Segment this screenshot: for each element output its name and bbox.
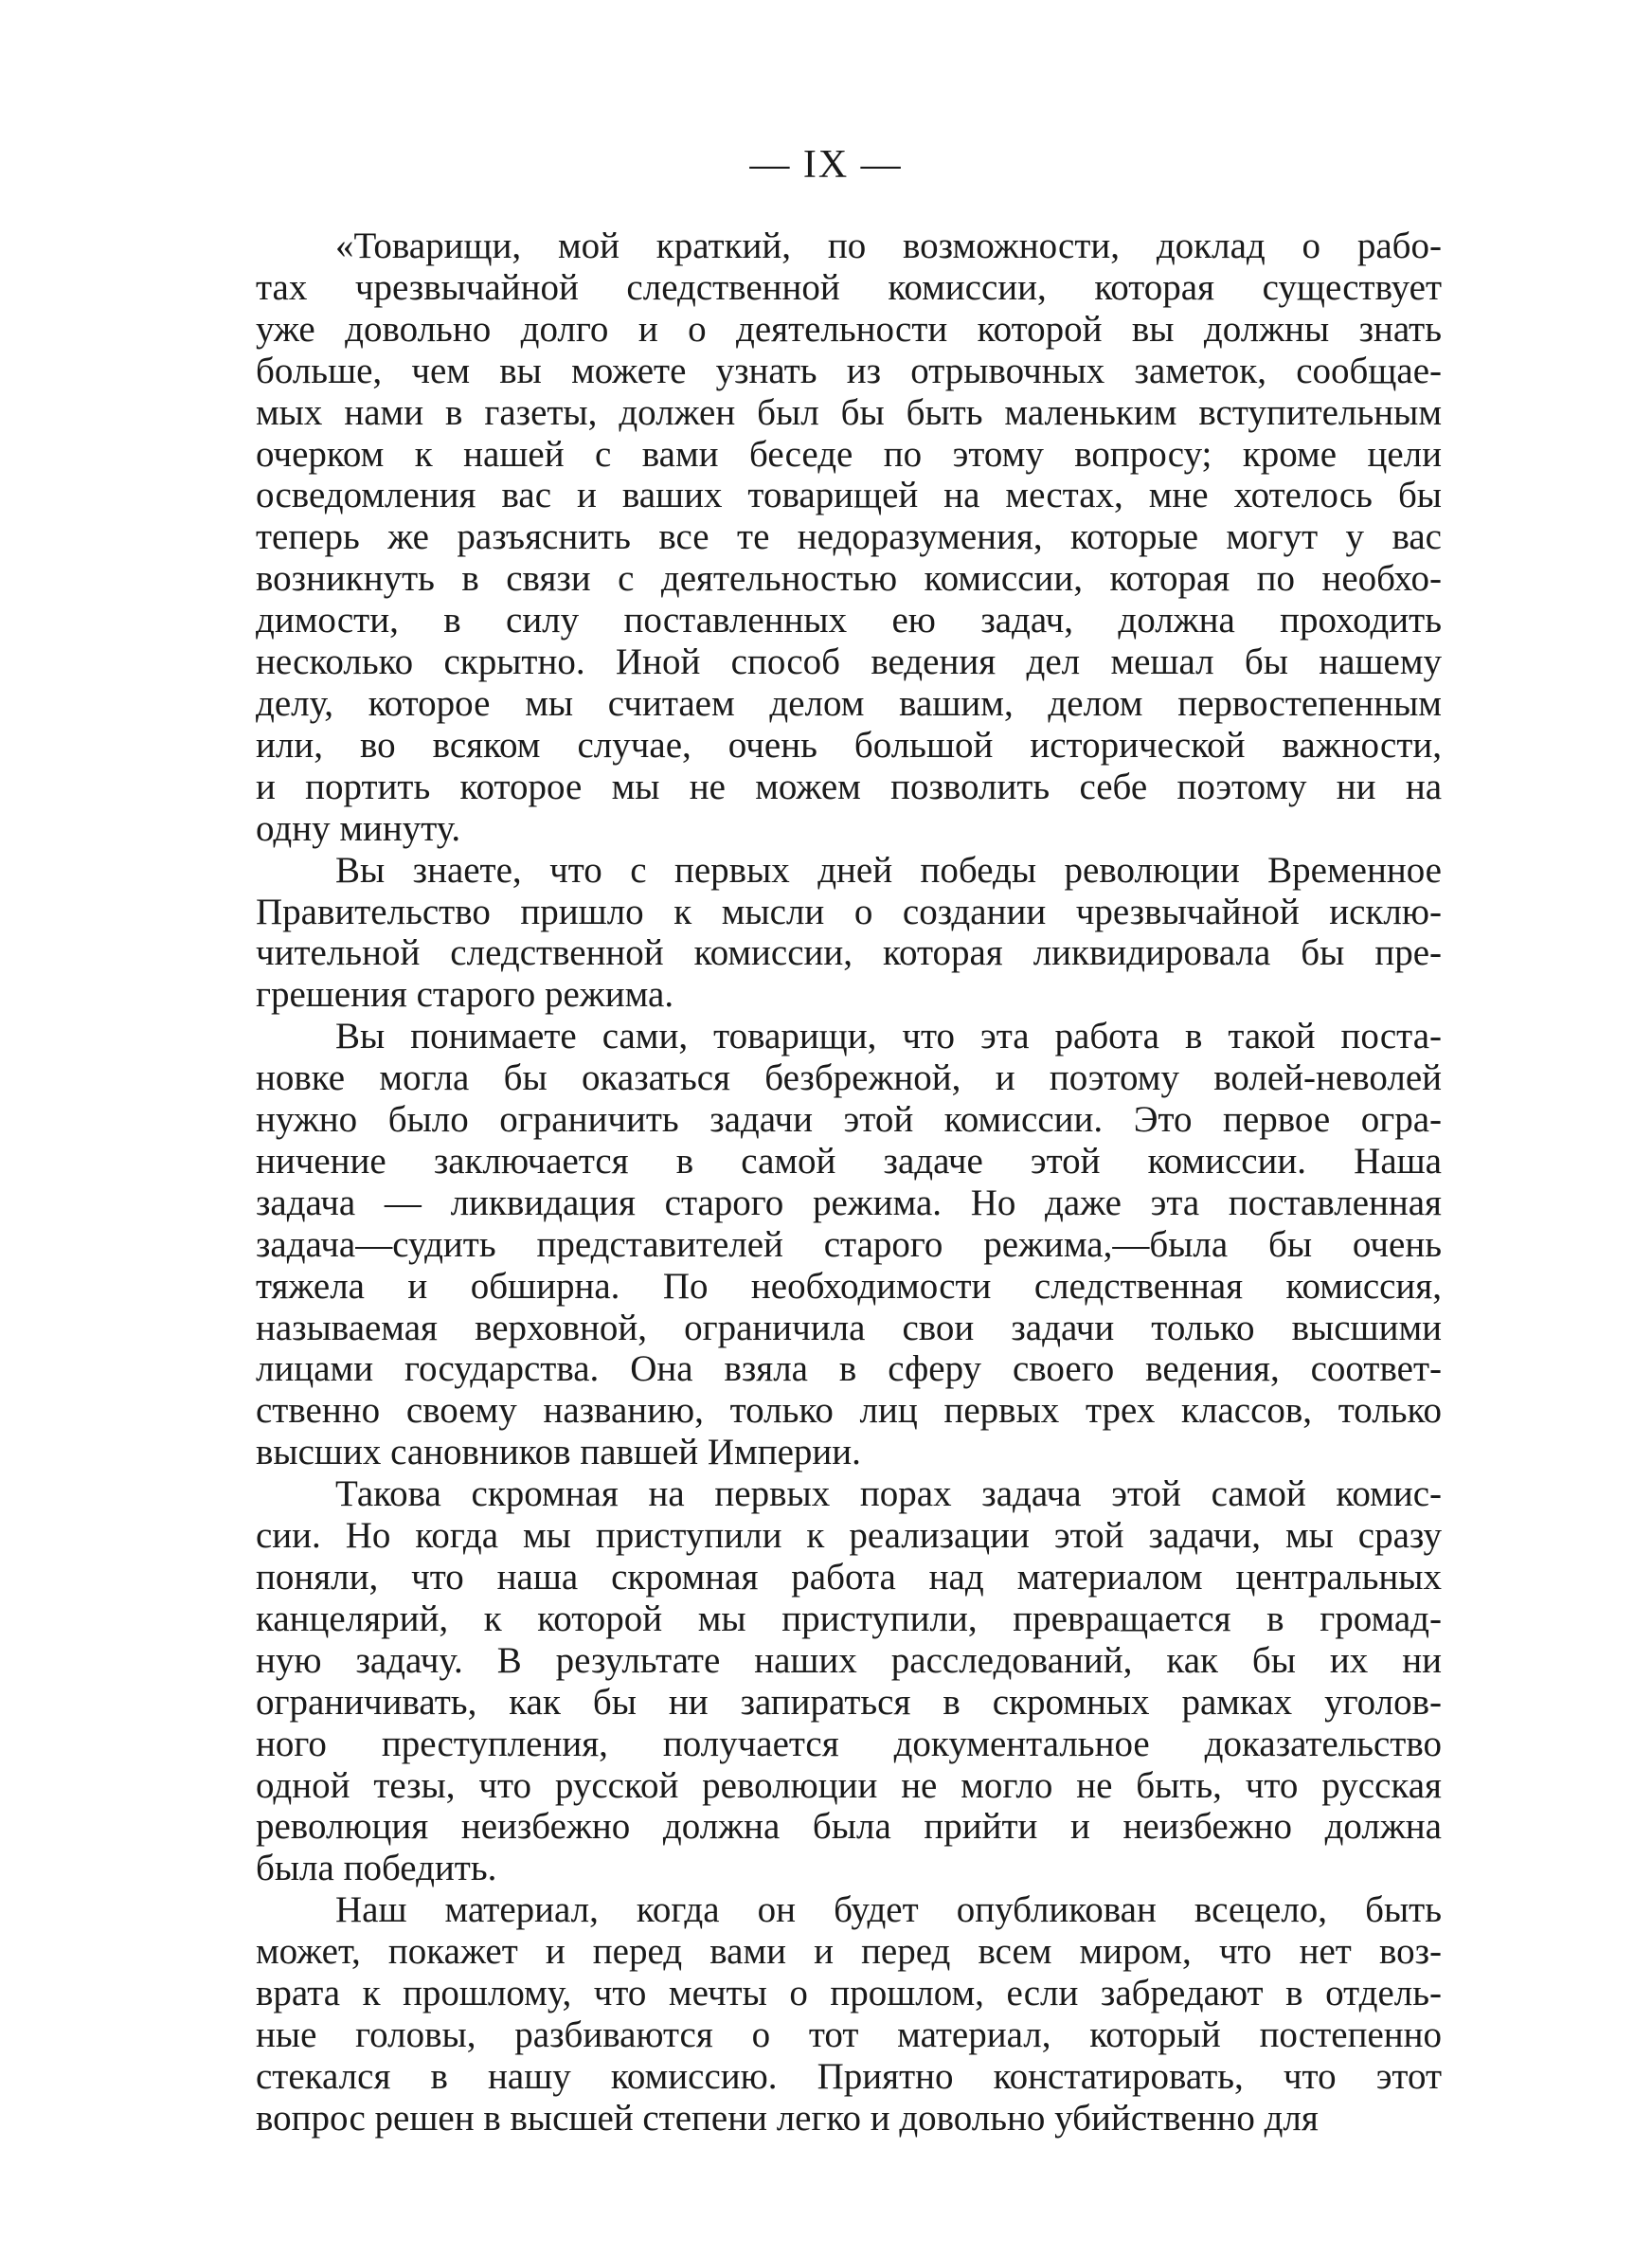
text-line: ничение заключается в самой задаче этой комиссии. Наша bbox=[256, 1140, 1442, 1182]
text-line: стекался в нашу комиссию. Приятно констатировать, что этот bbox=[256, 2055, 1442, 2097]
text-line: ного преступления, получается документальное доказательство bbox=[256, 1723, 1442, 1764]
text-line: мых нами в газеты, должен был бы быть маленьким вступительным bbox=[256, 391, 1442, 433]
text-line: тяжела и обширна. По необходимости следственная комиссия, bbox=[256, 1265, 1442, 1307]
text-line: очерком к нашей с вами беседе по этому вопросу; кроме цели bbox=[256, 433, 1442, 475]
text-line: задача—судить представителей старого режима,—была бы очень bbox=[256, 1223, 1442, 1265]
text-line: возникнуть в связи с деятельностью комиссии, которая по необхо- bbox=[256, 558, 1442, 600]
text-line: была победить. bbox=[256, 1848, 497, 1889]
text-line: нужно было ограничить задачи этой комиссии. Это первое огра- bbox=[256, 1099, 1442, 1141]
text-line: и портить которое мы не можем позволить себе поэтому ни на bbox=[256, 766, 1442, 807]
text-line: одну минуту. bbox=[256, 807, 461, 849]
paragraph bbox=[256, 1473, 1442, 1889]
text-line: может, покажет и перед вами и перед всем миром, что нет воз- bbox=[256, 1931, 1442, 1973]
text-line: теперь же разъяснить все те недоразумения, которые могут у вас bbox=[256, 516, 1442, 558]
text-line: поняли, что наша скромная работа над материалом центральных bbox=[256, 1557, 1442, 1598]
text-line: называемая верховной, ограничила свои задачи только высшими bbox=[256, 1307, 1442, 1348]
body-text bbox=[256, 226, 1442, 2140]
text-line: лицами государства. Она взяла в сферу своего ведения, соответ- bbox=[256, 1348, 1442, 1390]
text-line: задача — ликвидация старого режима. Но даже эта поставленная bbox=[256, 1182, 1442, 1223]
text-line: ственно своему названию, только лиц первых трех классов, только bbox=[256, 1390, 1442, 1432]
text-line: вопрос решен в высшей степени легко и довольно убийственно для bbox=[256, 2097, 1319, 2139]
text-line: Наш материал, когда он будет опубликован всецело, быть bbox=[335, 1889, 1442, 1931]
text-line: Такова скромная на первых порах задача этой самой комис- bbox=[335, 1473, 1442, 1515]
page-number: — IX — bbox=[749, 143, 903, 187]
paragraph bbox=[256, 226, 1442, 850]
text-line: димости, в силу поставленных ею задач, должна проходить bbox=[256, 600, 1442, 641]
text-line: делу, которое мы считаем делом вашим, делом первостепенным bbox=[256, 682, 1442, 724]
text-line: одной тезы, что русской революции не могло не быть, что русская bbox=[256, 1764, 1442, 1806]
text-line: революция неизбежно должна была прийти и неизбежно должна bbox=[256, 1806, 1442, 1848]
text-line: сии. Но когда мы приступили к реализации этой задачи, мы сразу bbox=[256, 1515, 1442, 1557]
text-line: Вы понимаете сами, товарищи, что эта работа в такой поста- bbox=[335, 1016, 1442, 1057]
text-line: несколько скрытно. Иной способ ведения дел мешал бы нашему bbox=[256, 641, 1442, 683]
text-line: Вы знаете, что с первых дней победы революции Временное bbox=[335, 849, 1442, 891]
paragraph bbox=[256, 850, 1442, 1017]
text-line: или, во всяком случае, очень большой исторической важности, bbox=[256, 724, 1442, 766]
text-line: уже довольно долго и о деятельности которой вы должны знать bbox=[256, 308, 1442, 350]
text-line: больше, чем вы можете узнать из отрывочных заметок, сообщае- bbox=[256, 350, 1442, 391]
text-line: новке могла бы оказаться безбрежной, и поэтому волей-неволей bbox=[256, 1057, 1442, 1099]
text-line: канцелярий, к которой мы приступили, превращается в громад- bbox=[256, 1598, 1442, 1639]
text-line: грешения старого режима. bbox=[256, 974, 674, 1016]
text-line: Правительство пришло к мысли о создании чрезвычайной исклю- bbox=[256, 891, 1442, 932]
paragraph bbox=[256, 1016, 1442, 1473]
text-line: ограничивать, как бы ни запираться в скромных рамках уголов- bbox=[256, 1681, 1442, 1723]
text-line: «Товарищи, мой краткий, по возможности, доклад о рабо- bbox=[335, 226, 1442, 266]
text-line: чительной следственной комиссии, которая ликвидировала бы пре- bbox=[256, 932, 1442, 974]
paragraph bbox=[256, 1889, 1442, 2139]
text-line: ные головы, разбиваются о тот материал, который постепенно bbox=[256, 2013, 1442, 2055]
text-line: высших сановников павшей Империи. bbox=[256, 1432, 861, 1473]
text-line: тах чрезвычайной следственной комиссии, которая существует bbox=[256, 266, 1442, 308]
text-line: ную задачу. В результате наших расследований, как бы их ни bbox=[256, 1639, 1442, 1681]
text-line: осведомления вас и ваших товарищей на местах, мне хотелось бы bbox=[256, 475, 1442, 516]
text-line: врата к прошлому, что мечты о прошлом, если забредают в отдель- bbox=[256, 1973, 1442, 2014]
